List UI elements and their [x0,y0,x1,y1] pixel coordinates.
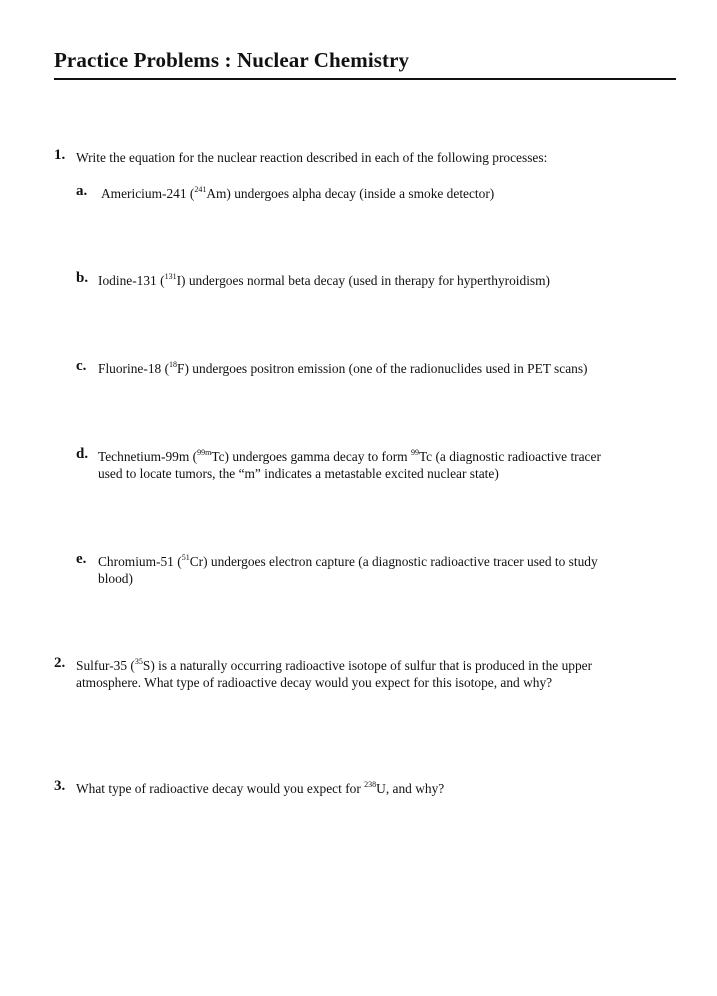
part-letter: a. [76,183,88,199]
part-text-post: I) undergoes normal beta decay (used in therapy for hyperthyroidism) [176,273,551,288]
part-text [98,448,601,465]
question-text-pre: What type of radioactive decay would you expect for [76,781,365,796]
part-text [98,360,588,377]
part-text [101,185,494,202]
part-text-pre: Americium-241 ( [101,186,195,201]
part-text-post: Cr) undergoes electron capture (a diagnostic radioactive tracer used to study [189,554,598,569]
part-text-post: Am) undergoes alpha decay (inside a smoke detector) [206,186,495,201]
part-letter: c. [76,358,87,374]
part-text-pre: Iodine-131 ( [98,273,165,288]
question-text-pre: Sulfur-35 ( [76,658,135,673]
part-text-pre: Technetium-99m ( [98,449,198,464]
mass-number: 238 [364,780,377,789]
page-title: Practice Problems : Nuclear Chemistry [54,48,410,72]
part-text-line-2: blood) [98,571,133,586]
part-text-line-2: used to locate tumors, the “m” indicates a metastable excited nuclear state) [98,466,499,481]
mass-number: 99m [197,448,212,457]
part-text-pre: Fluorine-18 ( [98,361,170,376]
mass-number: 35 [134,657,143,666]
part-letter: d. [76,446,89,462]
part-letter: b. [76,270,89,286]
question-prompt-line-2: atmosphere. What type of radioactive decay would you expect for this isotope, and why? [76,675,553,690]
question-number: 3. [54,778,66,794]
question-prompt [76,780,444,797]
mass-number: 99 [410,448,419,457]
question-number: 1. [54,147,66,163]
title-underline [54,78,676,80]
part-text-pre: Chromium-51 ( [98,554,182,569]
mass-number: 131 [164,272,177,281]
mass-number: 51 [181,553,190,562]
mass-number: 241 [194,185,207,194]
question-text-post: S) is a naturally occurring radioactive isotope of sulfur that is produced in the upper [142,658,593,673]
mass-number: 18 [169,360,178,369]
part-text-post: F) undergoes positron emission (one of the radionuclides used in PET scans) [177,361,588,376]
part-text [98,553,598,570]
question-prompt [76,657,592,674]
question-text-post: U, and why? [376,781,445,796]
part-text-mid: Tc) undergoes gamma decay to form [211,449,411,464]
question-prompt: Write the equation for the nuclear reaction described in each of the following processes: [76,150,548,165]
part-text-post: Tc (a diagnostic radioactive tracer [418,449,601,464]
part-text [98,272,550,289]
question-number: 2. [54,655,66,671]
part-letter: e. [76,551,87,567]
